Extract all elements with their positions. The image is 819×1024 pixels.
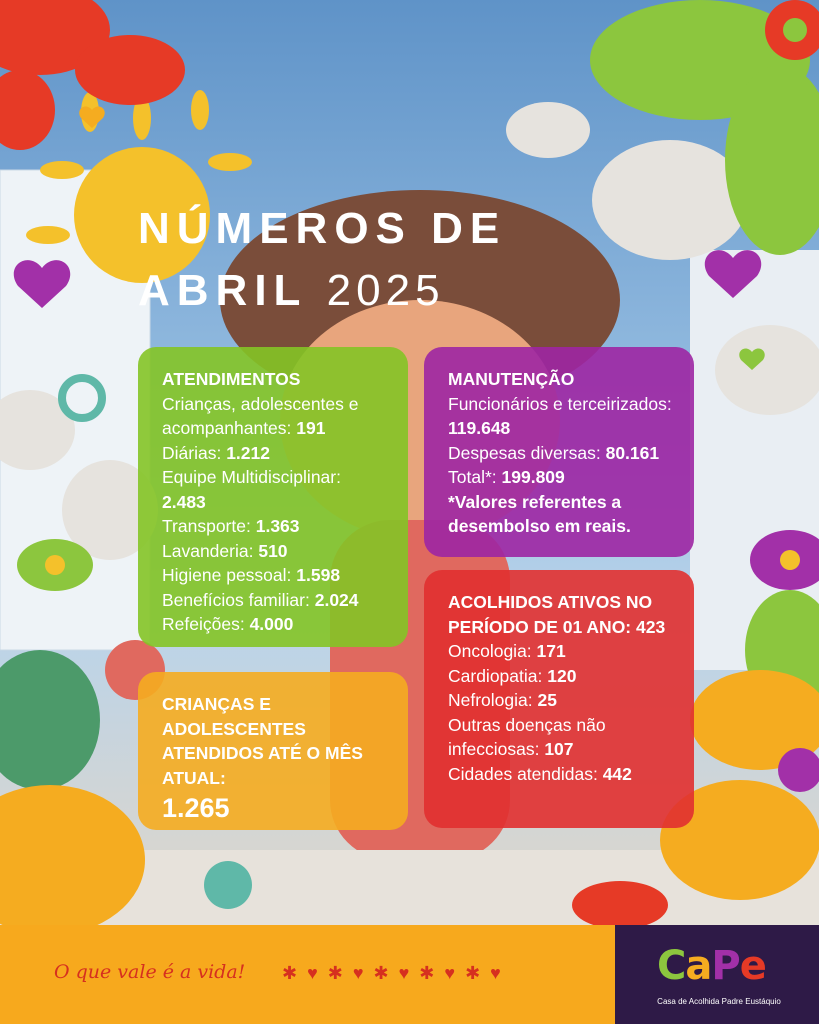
- stat-row: Refeições: 4.000: [162, 614, 294, 634]
- manutencao-heading: MANUTENÇÃO: [448, 369, 575, 389]
- title-line-1: NÚMEROS DE: [138, 204, 507, 253]
- criancas-heading: CRIANÇAS E ADOLESCENTES ATENDIDOS ATÉ O MÊS ATUAL:: [162, 694, 363, 788]
- stat-row: Cidades atendidas: 442: [448, 763, 632, 784]
- stat-row: Crianças, adolescentes e acompanhantes: 191: [162, 393, 359, 438]
- ball-icon: [204, 861, 252, 909]
- acolhidos-card: [424, 570, 694, 828]
- stars-hearts-decoration: ✱♥✱♥✱♥✱♥✱♥: [282, 963, 511, 983]
- stat-row: Nefrologia: 25: [448, 690, 557, 710]
- criancas-card: [138, 672, 408, 830]
- atendimentos-card: [138, 347, 408, 647]
- stat-row: Total*: 199.809: [448, 467, 565, 487]
- stat-row: Equipe Multidisciplinar: 2.483: [162, 467, 341, 512]
- stat-row: Oncologia: 171: [448, 641, 566, 661]
- stat-row: Despesas diversas: 80.161: [448, 442, 660, 463]
- criancas-total: 1.265: [162, 793, 230, 823]
- stat-row: Benefícios familiar: 2.024: [162, 589, 359, 610]
- stat-row: Diárias: 1.212: [162, 442, 270, 463]
- page-title: [138, 198, 506, 322]
- stat-row: Cardiopatia: 120: [448, 665, 577, 686]
- cape-logo: CaPe: [657, 943, 766, 989]
- footer-bar: [0, 925, 615, 1024]
- atendimentos-heading: ATENDIMENTOS: [162, 369, 301, 389]
- acolhidos-heading: ACOLHIDOS ATIVOS NO PERÍODO DE 01 ANO: 423: [448, 592, 666, 637]
- footnote: *Valores referentes a desembolso em reais.: [448, 491, 631, 536]
- stat-row: Transporte: 1.363: [162, 516, 300, 536]
- stat-row: Lavanderia: 510: [162, 540, 288, 561]
- brand-tagline: Casa de Acolhida Padre Eustáquio: [657, 997, 781, 1006]
- manutencao-card: [424, 347, 694, 557]
- stat-row: Funcionários e terceirizados: 119.648: [448, 393, 672, 438]
- slogan: O que vale é a vida!: [54, 961, 246, 983]
- title-line-2: ABRIL 2025: [138, 266, 445, 315]
- stat-row: Higiene pessoal: 1.598: [162, 565, 341, 585]
- stat-row: Outras doenças não infecciosas: 107: [448, 714, 606, 759]
- brand-panel: [615, 925, 819, 1024]
